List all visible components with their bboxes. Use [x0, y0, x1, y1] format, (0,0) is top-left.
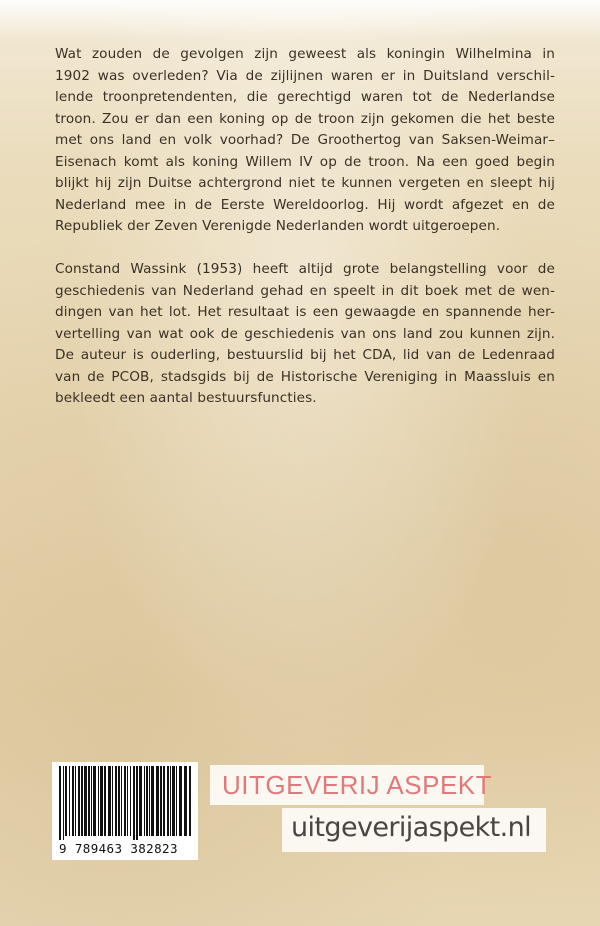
blurb-line: geschiedenis van Nederland gehad en speelt in dit boek met de wen-: [55, 282, 555, 299]
barcode-bar: [127, 766, 128, 836]
isbn-number: 9 789463 382823: [59, 841, 178, 856]
barcode-bar: [136, 766, 138, 840]
barcode-icon: [59, 766, 191, 840]
barcode-bar: [63, 766, 64, 840]
barcode-bar: [170, 766, 171, 836]
barcode-bar: [98, 766, 99, 836]
barcode-bar: [93, 766, 96, 836]
barcode-bar: [160, 766, 162, 836]
blurb-line: blijkt hij zijn Duitse achtergrond niet te kunnen vergeten en sleept hij: [55, 175, 555, 191]
barcode-bar: [156, 766, 159, 836]
barcode-bar: [59, 766, 61, 840]
blurb-line: Republiek der Zeven Verenigde Nederlanden wordt uitgeroepen.: [55, 218, 501, 234]
barcode-bar: [75, 766, 76, 836]
blurb-paragraph-1: [55, 44, 555, 238]
blurb-line: dingen van het lot. Het resultaat is een gewaagde en spannende her-: [55, 304, 555, 320]
blurb-line: Eisenach komt als koning Willem IV op de troon. Na een goed begin: [55, 153, 555, 170]
barcode-bar: [78, 766, 80, 836]
barcode-bar: [69, 766, 70, 836]
barcode-bar: [189, 766, 191, 836]
barcode-bar: [108, 766, 111, 836]
blurb-paragraph-2: [55, 259, 555, 410]
blurb-line: bekleedt een aantal bestuursfuncties.: [55, 390, 317, 406]
barcode-bar: [144, 766, 145, 836]
barcode-bar: [88, 766, 90, 836]
barcode-bar: [167, 766, 169, 836]
publisher-name-panel: [210, 765, 493, 805]
blurb-line: De auteur is ouderling, bestuurslid bij het CDA, lid van de Ledenraad: [55, 347, 555, 363]
barcode-bar: [149, 766, 150, 836]
blurb-line: troon. Zou er dan een koning op de troon zijn gekomen die het beste: [55, 110, 555, 127]
barcode-bar: [133, 766, 135, 840]
barcode-bar: [118, 766, 120, 836]
barcode-bar: [115, 766, 117, 836]
blurb-line: vertelling van wat ook de geschiedenis van ons land zou kunnen zijn.: [55, 325, 555, 342]
publisher-name: UITGEVERIJ ASPEKT: [222, 770, 493, 800]
blurb-line: Wat zouden de gevolgen zijn geweest als koningin Wilhelmina in: [55, 46, 555, 62]
barcode-bar: [81, 766, 83, 836]
barcode-bar: [112, 766, 113, 836]
barcode: [52, 762, 198, 860]
blurb-line: Constand Wassink (1953) heeft altijd grote belangstelling voor de: [55, 261, 555, 277]
barcode-bar: [146, 766, 148, 836]
blurb-line: lende troonpretendenten, die gerechtigd waren tot de Nederlandse: [55, 89, 555, 105]
barcode-bar: [179, 766, 182, 836]
blurb-line: met ons land en volk voorhad? De Groothertog van Saksen-Weimar–: [55, 132, 555, 148]
barcode-bar: [130, 766, 131, 836]
barcode-bar: [176, 766, 177, 836]
blurb-line: 1902 was overleden? Via de zijlijnen waren er in Duitsland verschil-: [55, 67, 555, 84]
barcode-bar: [124, 766, 126, 836]
barcode-bar: [121, 766, 122, 836]
barcode-bar: [100, 766, 103, 836]
blurb-line: Nederland mee in de Eerste Wereldoorlog. Hij wordt afgezet en de: [55, 196, 555, 213]
back-cover-blurb: [55, 44, 555, 431]
publisher-url-panel: [282, 808, 546, 852]
top-fade: [0, 0, 600, 40]
barcode-bar: [151, 766, 154, 836]
barcode-bar: [65, 766, 67, 836]
barcode-bar: [163, 766, 165, 836]
barcode-bar: [139, 766, 142, 836]
barcode-bar: [104, 766, 106, 836]
barcode-bar: [184, 766, 187, 836]
barcode-bar: [172, 766, 175, 836]
barcode-bar: [84, 766, 87, 836]
barcode-bar: [72, 766, 74, 836]
publisher-url: uitgeverijaspekt.nl: [291, 812, 532, 843]
barcode-bar: [91, 766, 92, 836]
blurb-line: van de PCOB, stadsgids bij de Historische Vereniging in Maassluis en: [55, 368, 555, 385]
